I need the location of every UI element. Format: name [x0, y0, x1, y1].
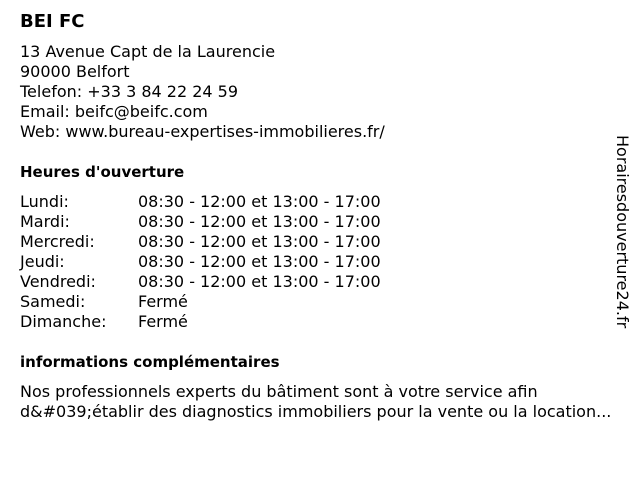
hours-row-friday [20, 272, 610, 292]
web-line: Web: www.bureau-expertises-immobilieres.fr/ [20, 122, 385, 141]
contact-block [20, 42, 610, 142]
hours-time: Fermé [138, 312, 188, 331]
hours-row-wednesday [20, 232, 610, 252]
hours-day: Samedi: [20, 292, 86, 311]
hours-row-saturday [20, 292, 610, 312]
hours-row-monday [20, 192, 610, 212]
hours-day: Dimanche: [20, 312, 107, 331]
hours-day: Vendredi: [20, 272, 96, 291]
opening-hours-table [20, 192, 610, 332]
hours-time: 08:30 - 12:00 et 13:00 - 17:00 [138, 192, 381, 211]
hours-row-sunday [20, 312, 610, 332]
phone-line: Telefon: +33 3 84 22 24 59 [20, 82, 239, 101]
hours-time: 08:30 - 12:00 et 13:00 - 17:00 [138, 232, 381, 251]
business-card [20, 10, 610, 422]
hours-day: Mardi: [20, 212, 70, 231]
hours-time: 08:30 - 12:00 et 13:00 - 17:00 [138, 212, 381, 231]
business-name: BEI FC [20, 11, 85, 32]
address-line-2: 90000 Belfort [20, 62, 130, 81]
hours-time: Fermé [138, 292, 188, 311]
email-line: Email: beifc@beifc.com [20, 102, 208, 121]
hours-time: 08:30 - 12:00 et 13:00 - 17:00 [138, 272, 381, 291]
opening-hours-heading: Heures d'ouverture [20, 163, 185, 181]
source-watermark: Horairesdouverture24.fr [613, 135, 632, 329]
address-line-1: 13 Avenue Capt de la Laurencie [20, 42, 276, 61]
additional-info-heading: informations complémentaires [20, 353, 280, 371]
additional-info-text: Nos professionnels experts du bâtiment sont à votre service afin d&#039;établir des diagnostics immobiliers pour la vente ou la location... [20, 382, 612, 421]
hours-day: Lundi: [20, 192, 69, 211]
hours-row-tuesday [20, 212, 610, 232]
hours-day: Mercredi: [20, 232, 95, 251]
hours-row-thursday [20, 252, 610, 272]
hours-time: 08:30 - 12:00 et 13:00 - 17:00 [138, 252, 381, 271]
hours-day: Jeudi: [20, 252, 65, 271]
